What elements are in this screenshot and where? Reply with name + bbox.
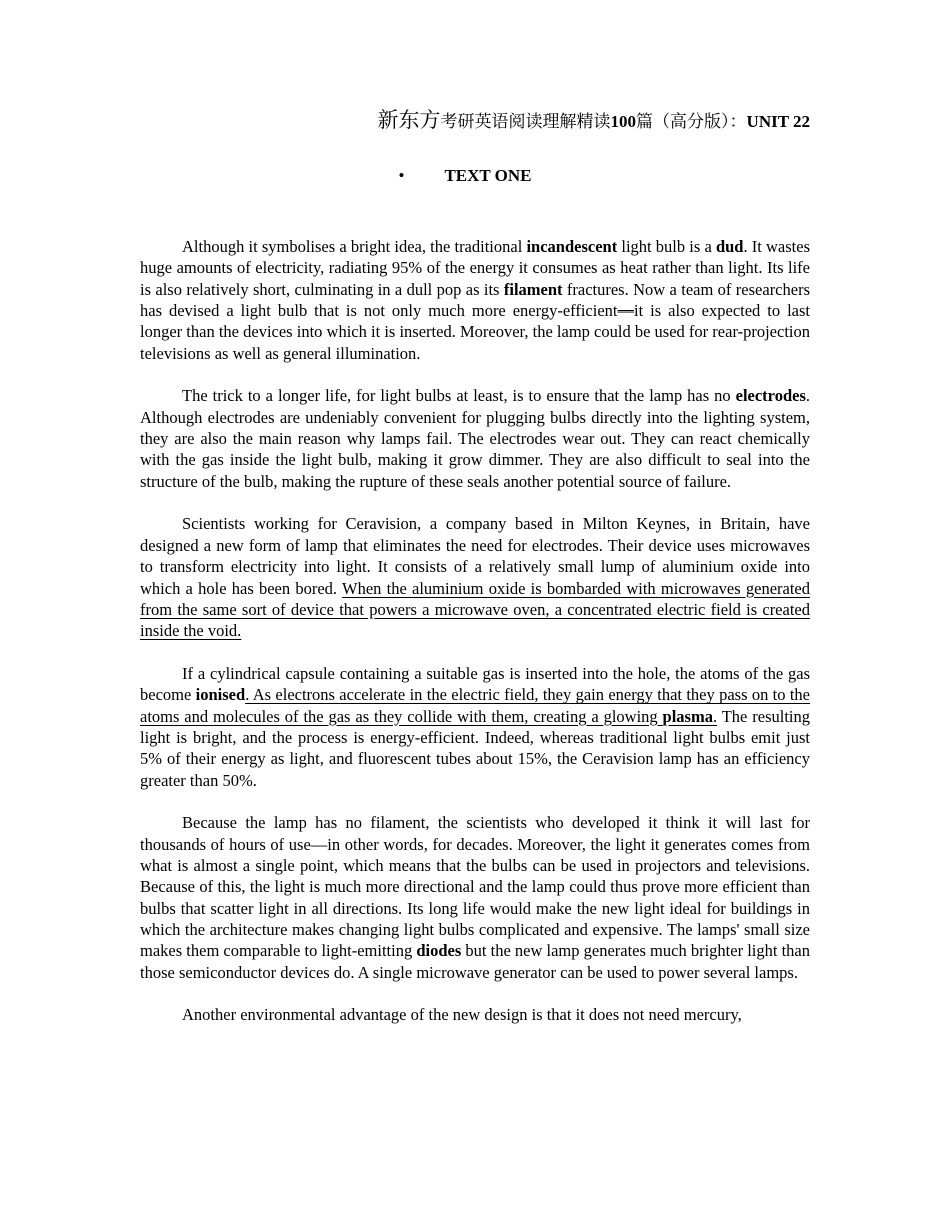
paragraph-6 [140,1004,810,1025]
paragraph-text: but the new lamp generates much brighter light than those semiconductor devices do. A single microwave generator can be used to power several lamps. [140,941,810,982]
strikethrough-dash: — [617,301,634,321]
underlined-sentence: . As electrons accelerate in the electric field, they gain energy that they pass on to the atoms and molecules of the gas as they collide with them, creating a glowing [140,685,810,726]
paragraph-text: The trick to a longer life, for light bulbs at least, is to ensure that the lamp has no [182,386,736,406]
keyword-dud: dud [715,237,744,256]
paragraph-2 [140,385,810,492]
underlined-sentence: When the aluminium oxide is bombarded with microwaves generated from the same sort of device that powers a microwave oven, a concentrated electric field is created inside the void. [140,578,810,641]
paragraph-3 [140,513,810,641]
paragraph-text: it is also expected to last longer than the devices into which it is inserted. Moreover, the lamp could be used for rear-projection televisions as well as general illumination. [140,301,810,363]
keyword-electrodes: electrodes [735,386,806,406]
keyword-incandescent: incandescent [526,237,618,256]
paragraph-text: Because the lamp has no filament, the scientists who developed it think it will last for thousands of hours of use—in other words, for decades. Moreover, the light it generates comes from what is almost a single point, which means that the bulbs can be used in projectors and televisions. Because of this, the light is much more directional and the lamp could thus prove more efficient than bulbs that scatter light in all directions. Its long life would make the new light ideal for buildings in which the architecture makes changing light bulbs complicated and expensive. The lamps' small size makes them comparable to light-emitting [140,813,810,961]
paragraph-text: Another environmental advantage of the new design is that it does not need mercury, [182,1005,742,1025]
page-header [378,108,810,133]
section-title [0,166,950,186]
header-count: 100 [610,112,637,131]
bullet-icon: • [398,166,405,185]
paragraph-text: The resulting light is bright, and the process is energy-efficient. Indeed, whereas traditional light bulbs emit just 5% of their energy as light, and fluorescent tubes about 15%, the Ceravision lamp has an efficiency greater than 50%. [140,706,810,790]
paragraph-text: If a cylindrical capsule containing a suitable gas is inserted into the hole, the atoms of the gas become [140,663,810,705]
header-brand: 新东方 [377,108,441,132]
paragraph-1 [140,236,810,364]
header-unit: UNIT 22 [746,112,810,131]
paragraph-5 [140,812,810,983]
header-suffix: 篇（高分版）： [636,112,747,131]
underlined-period: . [712,706,718,726]
keyword-ionised: ionised [195,685,246,705]
header-subtitle: 考研英语阅读理解精读 [440,112,611,131]
paragraph-text: Scientists working for Ceravision, a company based in Milton Keynes, in Britain, have designed a new form of lamp that eliminates the need for electrodes. Their device uses microwaves to transform electricity into light. It consists of a relatively small lump of aluminium oxide into which a hole has been bored. [140,514,810,598]
paragraph-text: fractures. Now a team of researchers has devised a light bulb that is not only much more energy-efficient [140,279,810,321]
paragraph-text: Although it symbolises a bright idea, the traditional [182,237,527,256]
paragraph-text: light bulb is a [617,237,716,256]
paragraph-4 [140,663,810,791]
keyword-diodes: diodes [416,941,462,961]
article-body [140,236,810,1047]
section-title-text: TEXT ONE [444,166,532,185]
keyword-filament: filament [503,279,563,299]
paragraph-text: . Although electrodes are undeniably convenient for plugging bulbs directly into the lighting system, they are also the main reason why lamps fail. The electrodes wear out. They can react chemically with the gas inside the light bulb, making it grow dimmer. They are also difficult to seal into the structure of the bulb, making the rupture of these seals another potential source of failure. [140,386,810,491]
paragraph-text: . It wastes huge amounts of electricity, radiating 95% of the energy it consumes as heat rather than light. Its life is also relatively short, culminating in a dull pop as its [140,237,811,299]
keyword-plasma: plasma [662,706,713,726]
